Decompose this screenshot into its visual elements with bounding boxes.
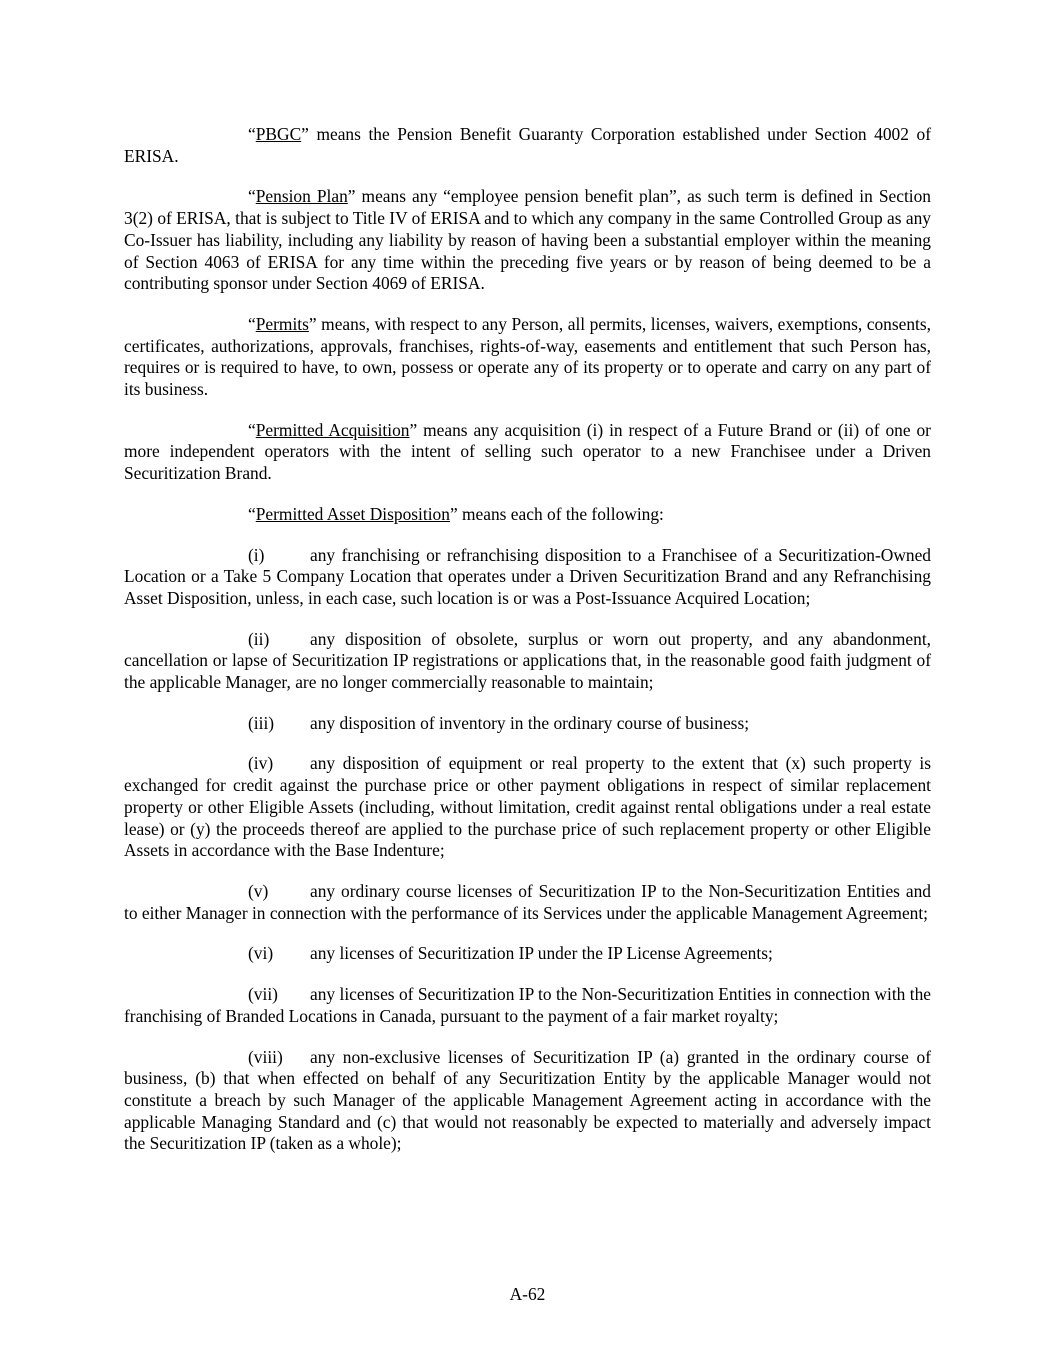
- item-number: (i): [248, 544, 265, 565]
- defined-term: Permitted Asset Disposition: [255, 503, 450, 524]
- definition-pbgc: “PBGC” means the Pension Benefit Guaranty Corporation established under Section 4002 of ERISA.: [124, 124, 931, 166]
- item-number: (v): [248, 880, 269, 901]
- item-text: any disposition of obsolete, surplus or worn out property, and any abandonment, cancellation or lapse of Securitization IP registrations or applications that, in the reasonable good faith judgment of the applicable Manager, are no longer commercially reasonable to maintain;: [124, 628, 931, 693]
- item-number: (viii): [248, 1046, 283, 1067]
- list-item-vii: [124, 984, 931, 1027]
- definition-pension-plan: “Pension Plan” means any “employee pension benefit plan”, as such term is defined in Section 3(2) of ERISA, that is subject to Title IV of ERISA and to which any company in the same Controlled Group as any Co-Issuer has liability, including any liability by reason of having been a substantial employer within the meaning of Section 4063 of ERISA for any time within the preceding five years or by reason of being deemed to be a contributing sponsor under Section 4069 of ERISA.: [124, 186, 932, 294]
- list-item-v: [124, 881, 931, 924]
- item-number: (iii): [248, 712, 275, 733]
- item-text: any licenses of Securitization IP under the IP License Agreements;: [310, 943, 773, 964]
- definition-permitted-acquisition: “Permitted Acquisition” means any acquisition (i) in respect of a Future Brand or (ii) of one or more independent operators with the intent of selling such operator to a new Franchisee under a Driven Securitization Brand.: [124, 419, 931, 484]
- list-item-i: [124, 545, 931, 610]
- defined-term: Permitted Acquisition: [255, 419, 410, 440]
- item-number: (iv): [248, 753, 274, 774]
- definition-permitted-asset-disposition: “Permitted Asset Disposition” means each of the following:: [248, 503, 664, 524]
- item-number: (vi): [248, 943, 274, 964]
- definition-text: means each of the following:: [457, 503, 664, 524]
- defined-term: Permits: [255, 313, 309, 334]
- list-item-vi: [124, 943, 931, 965]
- list-item-ii: [124, 629, 931, 694]
- item-text: any disposition of inventory in the ordinary course of business;: [310, 712, 750, 733]
- definition-text: means the Pension Benefit Guaranty Corporation established under Section 4002 of ERISA.: [124, 124, 931, 166]
- item-number: (vii): [248, 984, 278, 1005]
- item-number: (ii): [248, 628, 270, 649]
- defined-term: Pension Plan: [255, 186, 348, 207]
- document-page: [124, 124, 931, 1155]
- item-text: any ordinary course licenses of Securitization IP to the Non-Securitization Entities and to either Manager in connection with the performance of its Services under the applicable Management Agreement;: [124, 880, 931, 923]
- list-item-iii: [124, 713, 931, 735]
- page-number: A-62: [509, 1284, 546, 1304]
- item-text: any disposition of equipment or real property to the extent that (x) such property is exchanged for credit against the purchase price or other payment obligations in respect of similar replacement property or other Eligible Assets (including, without limitation, credit against rental obligations under a real estate lease) or (y) the proceeds thereof are applied to the purchase price of such replacement property or other Eligible Assets in accordance with the Base Indenture;: [124, 753, 931, 861]
- definition-text: means any acquisition (i) in respect of a Future Brand or (ii) of one or more independent operators with the intent of selling such operator to a new Franchisee under a Driven Securitization Brand.: [124, 419, 931, 484]
- definition-text: means any “employee pension benefit plan”, as such term is defined in Section 3(2) of ERISA, that is subject to Title IV of ERISA and to which any company in the same Controlled Group as any Co-Issuer has liability, including any liability by reason of having been a substantial employer within the meaning of Section 4063 of ERISA for any time within the preceding five years or by reason of being deemed to be a contributing sponsor under Section 4069 of ERISA.: [124, 186, 932, 294]
- list-item-viii: [124, 1047, 931, 1156]
- list-item-iv: [124, 753, 931, 862]
- definition-text: means, with respect to any Person, all permits, licenses, waivers, exemptions, consents, certificates, authorizations, approvals, franchises, rights-of-way, easements and entitlement that such Person has, requires or is required to have, to own, possess or operate any of its property or to operate and carry on any part of its business.: [124, 313, 931, 400]
- item-text: any licenses of Securitization IP to the Non-Securitization Entities in connection with the franchising of Branded Locations in Canada, pursuant to the payment of a fair market royalty;: [124, 984, 931, 1026]
- definition-permits: “Permits” means, with respect to any Person, all permits, licenses, waivers, exemptions, consents, certificates, authorizations, approvals, franchises, rights-of-way, easements and entitlement that such Person has, requires or is required to have, to own, possess or operate any of its property or to operate and carry on any part of its business.: [124, 313, 931, 400]
- item-text: any non-exclusive licenses of Securitization IP (a) granted in the ordinary course of business, (b) that when effected on behalf of any Securitization Entity by the applicable Manager would not constitute a breach by such Manager of the applicable Management Agreement acting in accordance with the applicable Managing Standard and (c) that would not reasonably be expected to materially and adversely impact the Securitization IP (taken as a whole);: [124, 1046, 931, 1154]
- item-text: any franchising or refranchising disposition to a Franchisee of a Securitization-Owned Location or a Take 5 Company Location that operates under a Driven Securitization Brand and any Refranchising Asset Disposition, unless, in each case, such location is or was a Post-Issuance Acquired Location;: [124, 544, 931, 608]
- defined-term: PBGC: [255, 124, 302, 144]
